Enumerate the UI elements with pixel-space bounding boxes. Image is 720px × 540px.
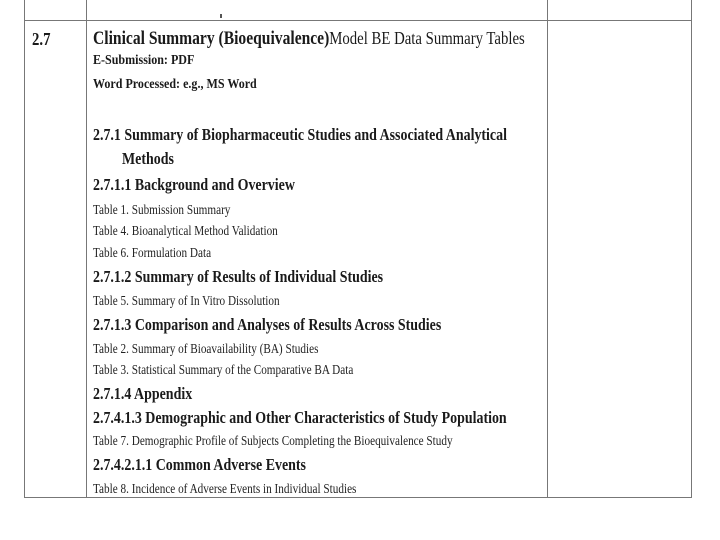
heading-2-7-4-1-3: 2.7.4.1.3 Demographic and Other Characteristics of Study Population (93, 408, 507, 427)
processing-format: Word Processed: e.g., MS Word (93, 77, 257, 92)
section-number: 2.7 (32, 29, 51, 49)
section-title-regular: Model BE Data Summary Tables (329, 28, 525, 48)
heading-2-7-1-2: 2.7.1.2 Summary of Results of Individual Studies (93, 267, 384, 286)
heading-2-7-1: 2.7.1 Summary of Biopharmaceutic Studies and Associated Analytical (93, 125, 507, 144)
table-border-right (691, 0, 692, 498)
table-ref-8: Table 8. Incidence of Adverse Events in Individual Studies (93, 481, 357, 496)
table-ref-6: Table 6. Formulation Data (93, 245, 212, 260)
table-ref-7: Table 7. Demographic Profile of Subjects Completing the Bioequivalence Study (93, 433, 453, 448)
section-title-bold: Clinical Summary (Bioequivalence) (93, 28, 330, 49)
heading-2-7-1-3: 2.7.1.3 Comparison and Analyses of Results Across Studies (93, 315, 442, 334)
heading-2-7-1-cont: Methods (122, 149, 174, 168)
table-ref-3: Table 3. Statistical Summary of the Comparative BA Data (93, 362, 354, 377)
table-row-bottom-border (24, 497, 692, 498)
stray-mark (220, 14, 222, 18)
table-divider-number (86, 0, 87, 498)
table-row-top-border (24, 20, 692, 21)
heading-2-7-1-1: 2.7.1.1 Background and Overview (93, 175, 295, 194)
heading-2-7-1-4: 2.7.1.4 Appendix (93, 384, 193, 403)
table-ref-5: Table 5. Summary of In Vitro Dissolution (93, 293, 280, 308)
section-title (93, 28, 525, 50)
submission-format: E-Submission: PDF (93, 53, 195, 68)
table-border-left (24, 0, 25, 498)
heading-2-7-4-2-1-1: 2.7.4.2.1.1 Common Adverse Events (93, 455, 306, 474)
table-ref-1: Table 1. Submission Summary (93, 202, 231, 217)
table-ref-4: Table 4. Bioanalytical Method Validation (93, 223, 278, 238)
table-ref-2: Table 2. Summary of Bioavailability (BA) Studies (93, 341, 319, 356)
table-divider-notes (547, 0, 548, 498)
